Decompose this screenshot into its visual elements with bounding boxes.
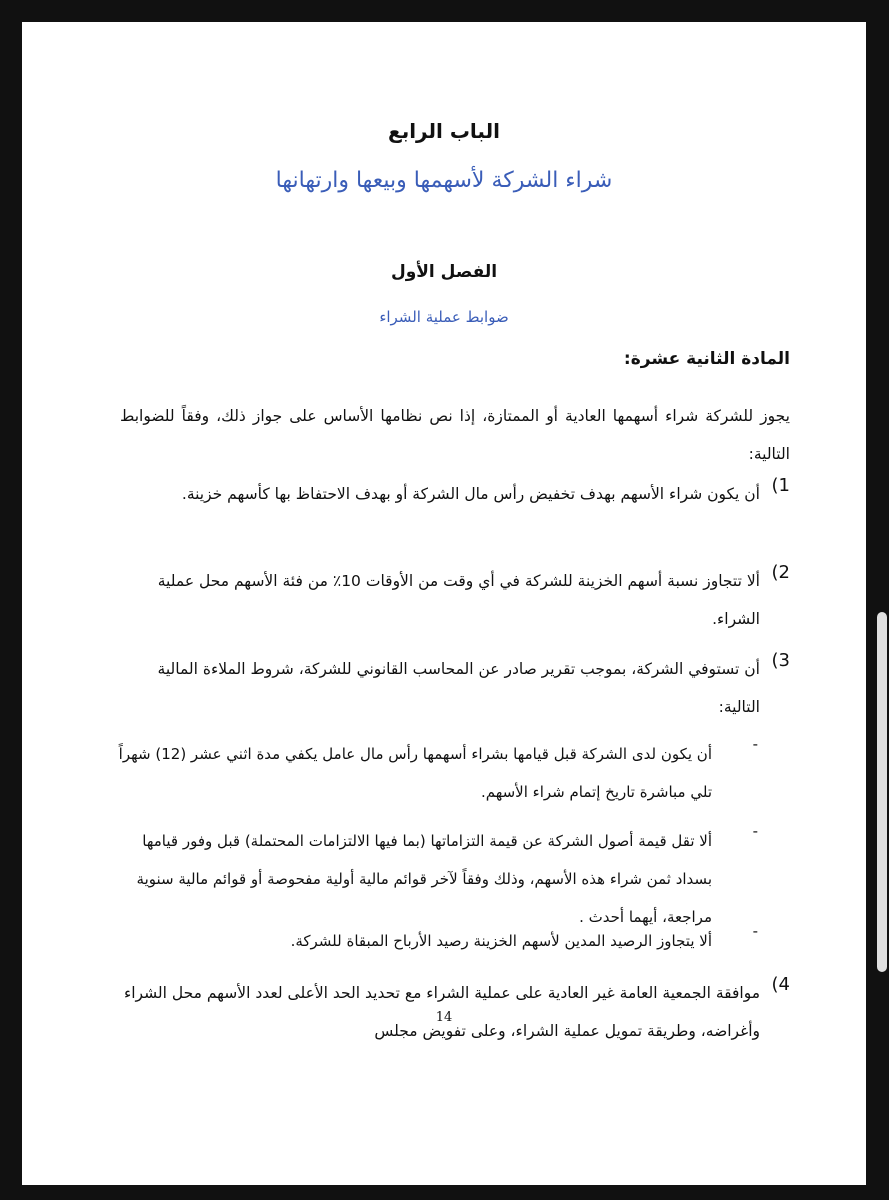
item-number: 3) [771, 650, 790, 671]
bullet-text: أن يكون لدى الشركة قبل قيامها بشراء أسهمها رأس مال عامل يكفي مدة اثني عشر (12) شهراً تلي مباشرة تاريخ إتمام شراء الأسهم. [118, 745, 712, 801]
item-text: أن يكون شراء الأسهم بهدف تخفيض رأس مال الشركة أو بهدف الاحتفاظ بها كأسهم خزينة. [181, 485, 760, 503]
bullet-dash: - [752, 822, 758, 840]
item-number: 2) [771, 562, 790, 583]
bullet-text: ألا تقل قيمة أصول الشركة عن قيمة التزاماتها (بما فيها الالتزامات المحتملة) قبل وفور قيامها بسداد ثمن شراء هذه الأسهم، وذلك وفقاً لآخر قوائم مالية أولية مفحوصة أو قوائم مالية سنوية مراجعة، أيهما أحدث . [136, 832, 712, 926]
item-number: 4) [771, 974, 790, 995]
item-text: موافقة الجمعية العامة غير العادية على عملية الشراء مع تحديد الحد الأعلى لعدد الأسهم محل الشراء وأغراضه، وطريقة تمويل عملية الشراء، وعلى تفويض مجلس [123, 984, 760, 1040]
item-text: ألا تتجاوز نسبة أسهم الخزينة للشركة في أي وقت من الأوقات 10٪ من فئة الأسهم محل عملية الشراء. [157, 572, 760, 628]
document-page [22, 22, 866, 1185]
bullet-text: ألا يتجاوز الرصيد المدين لأسهم الخزينة رصيد الأرباح المبقاة للشركة. [290, 932, 712, 950]
section-title: ضوابط عملية الشراء [379, 308, 509, 326]
item-number: 1) [771, 475, 790, 496]
article-intro: يجوز للشركة شراء أسهمها العادية أو الممتازة، إذا نص نظامها الأساس على جواز ذلك، وفقاً للضوابط التالية: [120, 407, 790, 463]
bullet-dash: - [752, 735, 758, 753]
article-heading: المادة الثانية عشرة: [623, 349, 790, 369]
chapter-label: الباب الرابع [388, 119, 500, 143]
section-label: الفصل الأول [390, 262, 498, 282]
item-text: أن تستوفي الشركة، بموجب تقرير صادر عن المحاسب القانوني للشركة، شروط الملاءة المالية التالية: [157, 660, 760, 716]
page-number: 14 [435, 1010, 453, 1025]
scrollbar-thumb[interactable] [877, 612, 887, 972]
chapter-title: شراء الشركة لأسهمها وبيعها وارتهانها [275, 168, 613, 193]
bullet-dash: - [752, 922, 758, 940]
